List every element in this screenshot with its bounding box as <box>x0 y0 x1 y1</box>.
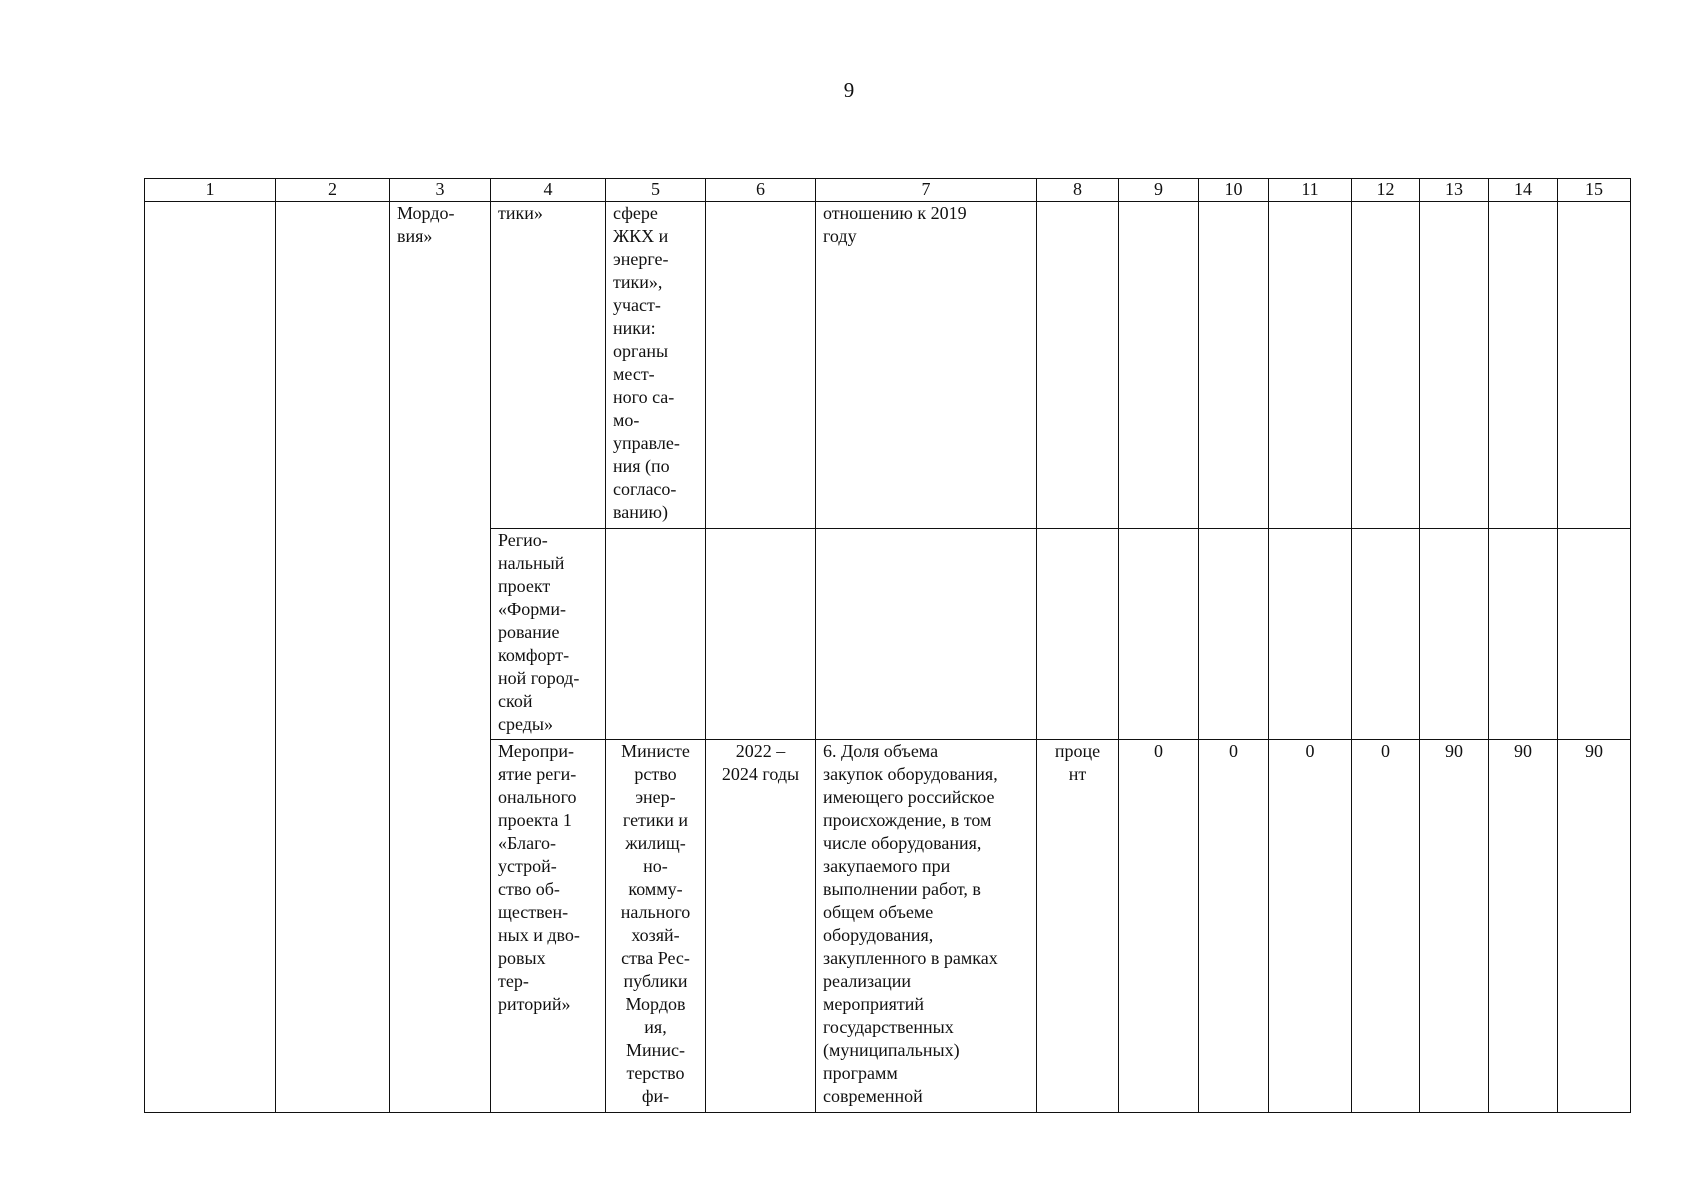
header-cell: 1 <box>145 179 276 202</box>
table-cell <box>1489 529 1558 740</box>
table-cell <box>606 529 706 740</box>
header-cell: 7 <box>816 179 1037 202</box>
table-cell: проце нт <box>1037 740 1119 1113</box>
table-cell <box>1420 202 1489 529</box>
header-cell: 2 <box>276 179 390 202</box>
table-cell: 0 <box>1269 740 1352 1113</box>
table-cell: 0 <box>1119 740 1199 1113</box>
table-cell: 0 <box>1199 740 1269 1113</box>
table-cell <box>1352 529 1420 740</box>
header-row <box>145 179 1631 202</box>
table-cell <box>1037 529 1119 740</box>
header-cell: 9 <box>1119 179 1199 202</box>
table-cell <box>1269 202 1352 529</box>
table-cell: Министе рство энер- гетики и жилищ- но- комму- нального хозяй- ства Рес- публики Мордов ия, Минис- терство фи- <box>606 740 706 1113</box>
table-cell <box>1199 202 1269 529</box>
header-cell: 8 <box>1037 179 1119 202</box>
table-cell <box>1037 202 1119 529</box>
table-cell <box>816 529 1037 740</box>
table-cell <box>1420 529 1489 740</box>
table-cell <box>1352 202 1420 529</box>
table-cell <box>706 202 816 529</box>
table-cell: Меропри- ятие реги- онального проекта 1 «Благо- устрой- ство об- ществен- ных и дво- ровых тер- риторий» <box>491 740 606 1113</box>
table-cell: отношению к 2019 году <box>816 202 1037 529</box>
table-cell <box>706 529 816 740</box>
header-cell: 4 <box>491 179 606 202</box>
table-cell: сфере ЖКХ и энерге- тики», участ- ники: органы мест- ного са- мо- управле- ния (по согласо- ванию) <box>606 202 706 529</box>
table-cell: Мордо- вия» <box>390 202 491 1113</box>
header-cell: 13 <box>1420 179 1489 202</box>
header-cell: 14 <box>1489 179 1558 202</box>
table-cell <box>145 202 276 1113</box>
header-cell: 3 <box>390 179 491 202</box>
table-cell <box>1119 529 1199 740</box>
header-cell: 15 <box>1558 179 1631 202</box>
table-cell: Регио- нальный проект «Форми- рование комфорт- ной город- ской среды» <box>491 529 606 740</box>
table-cell <box>1558 529 1631 740</box>
header-cell: 12 <box>1352 179 1420 202</box>
table-cell <box>1489 202 1558 529</box>
table-cell: 6. Доля объема закупок оборудования, имеющего российское происхождение, в том числе оборудования, закупаемого при выполнении работ, в общем объеме оборудования, закупленного в рамках реализации мероприятий государственных (муниципальных) программ современной <box>816 740 1037 1113</box>
document-table <box>144 178 1631 1113</box>
table-cell: 2022 – 2024 годы <box>706 740 816 1113</box>
page-number: 9 <box>843 78 855 102</box>
header-cell: 11 <box>1269 179 1352 202</box>
table-cell: 90 <box>1489 740 1558 1113</box>
header-cell: 10 <box>1199 179 1269 202</box>
table-cell: 0 <box>1352 740 1420 1113</box>
table-cell <box>1269 529 1352 740</box>
table-cell <box>1558 202 1631 529</box>
table-row <box>145 202 1631 529</box>
table-cell <box>1199 529 1269 740</box>
table-cell: 90 <box>1420 740 1489 1113</box>
table-cell <box>1119 202 1199 529</box>
table-cell: 90 <box>1558 740 1631 1113</box>
header-cell: 6 <box>706 179 816 202</box>
table-cell <box>276 202 390 1113</box>
header-cell: 5 <box>606 179 706 202</box>
table-cell: тики» <box>491 202 606 529</box>
